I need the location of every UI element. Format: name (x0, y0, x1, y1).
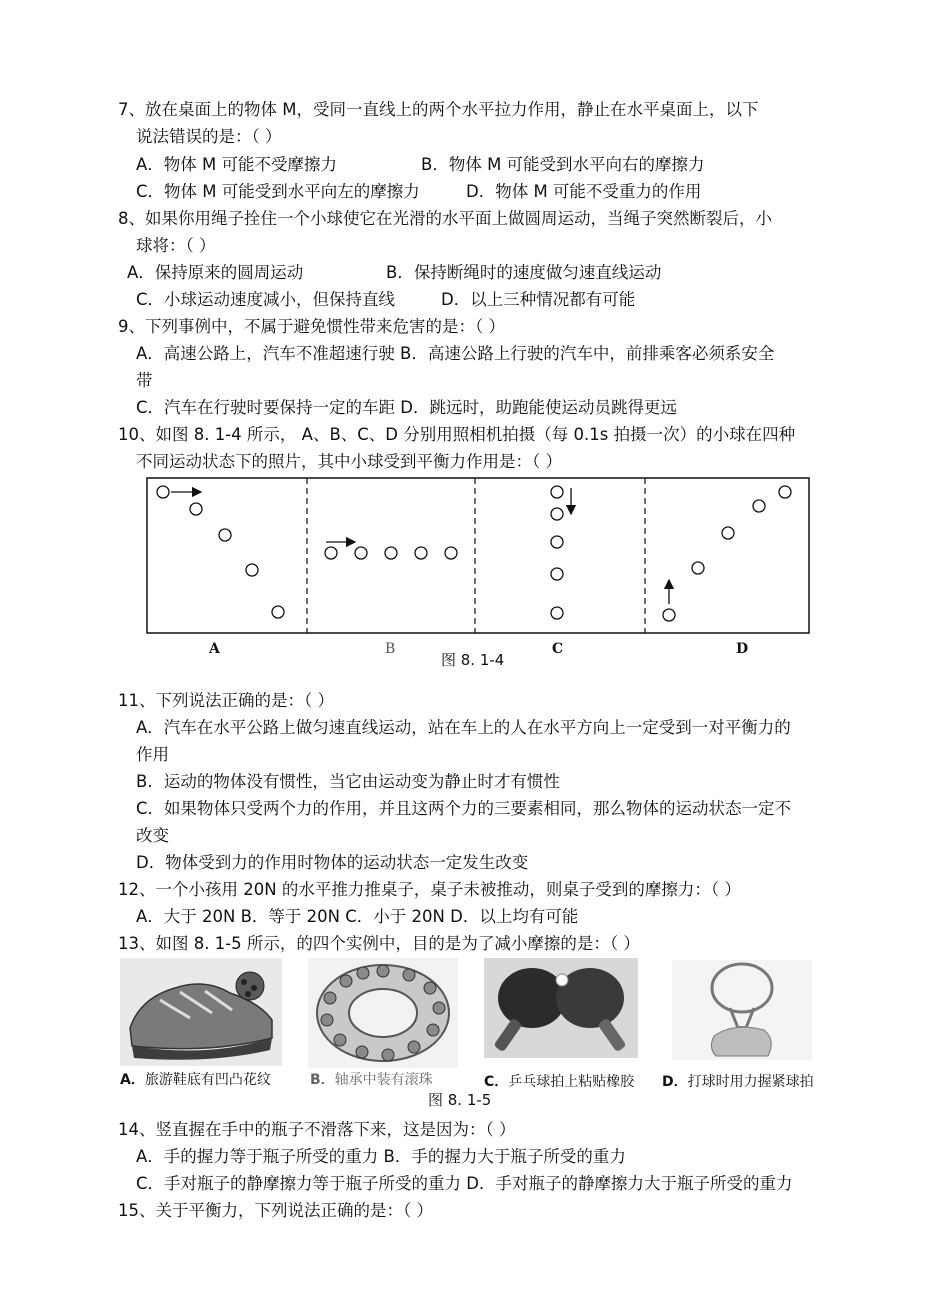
q10-stem-line1: 10、如图 8. 1-4 所示， A、B、C、D 分别用照相机拍摄（每 0.1s 拍摄一次）的小球在四种 (118, 425, 796, 444)
q11-option-d: D．物体受到力的作用时物体的运动状态一定发生改变 (136, 853, 529, 872)
ball (779, 486, 791, 498)
q14-options-cd: C．手对瓶子的静摩擦力等于瓶子所受的重力 D．手对瓶子的静摩擦力大于瓶子所受的重力 (136, 1174, 793, 1193)
q13-label-d (662, 1073, 814, 1091)
panel-label-a: A (209, 641, 220, 657)
q9-stem: 9、下列事例中，不属于避免惯性带来危害的是：（ ） (118, 317, 505, 336)
racket-grip-image (672, 960, 812, 1060)
panel-label-b: B (385, 641, 396, 657)
q9-options-cd: C．汽车在行驶时要保持一定的车距 D．跳远时，助跑能使运动员跳得更远 (136, 398, 677, 417)
ping-pong-paddle-image (484, 958, 638, 1058)
label-b-letter: B． (310, 1072, 335, 1088)
q11-option-a-line1: A．汽车在水平公路上做匀速直线运动，站在车上的人在水平方向上一定受到一对平衡力的 (136, 718, 791, 737)
panel-d-balls (663, 486, 791, 621)
q13-label-b (310, 1071, 433, 1089)
q9-options-ab-line2: 带 (136, 371, 153, 390)
ball (551, 508, 563, 520)
q15-stem: 15、关于平衡力，下列说法正确的是：（ ） (118, 1201, 433, 1220)
q7-option-a: A．物体 M 可能不受摩擦力 (136, 155, 338, 174)
q10-stem-line2: 不同运动状态下的照片，其中小球受到平衡力作用是：（ ） (136, 452, 562, 471)
q9-options-ab-line1: A．高速公路上，汽车不准超速行驶 B．高速公路上行驶的汽车中，前排乘客必须系安全 (136, 344, 775, 363)
q8-option-b: B．保持断绳时的速度做匀速直线运动 (386, 263, 662, 282)
ball (246, 564, 258, 576)
label-d-letter: D． (662, 1074, 688, 1090)
ball (551, 568, 563, 580)
ball (551, 486, 563, 498)
label-a-text: 旅游鞋底有凹凸花纹 (144, 1072, 271, 1088)
q8-stem-line2: 球将：（ ） (136, 236, 216, 255)
q11-option-c-line2: 改变 (136, 826, 169, 845)
ball (692, 562, 704, 574)
q11-option-a-line2: 作用 (136, 745, 169, 764)
q12-stem: 12、一个小孩用 20N 的水平推力推桌子，桌子未被推动，则桌子受到的摩擦力：（ ） (118, 880, 741, 899)
q13-label-a (120, 1071, 271, 1089)
q14-options-ab: A．手的握力等于瓶子所受的重力 B．手的握力大于瓶子所受的重力 (136, 1147, 626, 1166)
q8-stem-line1: 8、如果你用绳子拴住一个小球使它在光滑的水平面上做圆周运动，当绳子突然断裂后，小 (118, 209, 772, 228)
ball-bearing-image (308, 958, 458, 1068)
ball (722, 527, 734, 539)
panel-label-d: D (736, 641, 749, 657)
q8-option-c: C．小球运动速度减小，但保持直线 (136, 290, 396, 309)
q14-stem: 14、竖直握在手中的瓶子不滑落下来，这是因为：（ ） (118, 1120, 516, 1139)
q7-option-c: C．物体 M 可能受到水平向左的摩擦力 (136, 182, 420, 201)
ball (272, 606, 284, 618)
q11-option-c-line1: C．如果物体只受两个力的作用，并且这两个力的三要素相同，那么物体的运动状态一定不 (136, 799, 792, 818)
ball (190, 503, 202, 515)
q8-option-a: A．保持原来的圆周运动 (127, 263, 304, 282)
panel-label-c: C (552, 641, 564, 657)
q13-stem: 13、如图 8. 1-5 所示，的四个实例中，目的是为了减小摩擦的是：（ ） (118, 934, 640, 953)
q13-label-c (484, 1073, 634, 1091)
q8-option-d: D．以上三种情况都有可能 (441, 290, 636, 309)
q7-option-d: D．物体 M 可能不受重力的作用 (466, 182, 702, 201)
label-d-text: 打球时用力握紧球拍 (687, 1074, 814, 1090)
ball (355, 547, 367, 559)
figure-caption-8-1-5: 图 8. 1-5 (428, 1091, 492, 1109)
ball (325, 547, 337, 559)
figure-8-1-4 (145, 476, 811, 662)
label-c-letter: C． (484, 1074, 509, 1090)
panel-a-balls (157, 486, 284, 618)
ball (551, 536, 563, 548)
label-b-text: 轴承中装有滚珠 (334, 1072, 433, 1088)
figure-caption-8-1-4: 图 8. 1-4 (441, 651, 505, 669)
q7-option-b: B．物体 M 可能受到水平向右的摩擦力 (421, 155, 705, 174)
q7-stem-line1: 7、放在桌面上的物体 M，受同一直线上的两个水平拉力作用，静止在水平桌面上，以下 (118, 100, 759, 119)
ball (551, 607, 563, 619)
label-a-letter: A． (120, 1072, 145, 1088)
q11-stem: 11、下列说法正确的是：（ ） (118, 691, 334, 710)
q12-options: A．大于 20N B．等于 20N C．小于 20N D．以上均有可能 (136, 907, 579, 926)
label-c-text: 乒乓球拍上粘贴橡胶 (508, 1074, 635, 1090)
ball (753, 500, 765, 512)
q7-stem-line2: 说法错误的是：（ ） (136, 127, 282, 146)
ball (415, 547, 427, 559)
ball (219, 529, 231, 541)
ball (157, 486, 169, 498)
shoe-sole-image (120, 958, 282, 1066)
panel-b-balls (325, 542, 457, 559)
ball (663, 609, 675, 621)
ball (445, 547, 457, 559)
ball (385, 547, 397, 559)
figure-frame (147, 478, 809, 633)
panel-c-balls (551, 486, 571, 619)
q11-option-b: B．运动的物体没有惯性，当它由运动变为静止时才有惯性 (136, 772, 560, 791)
